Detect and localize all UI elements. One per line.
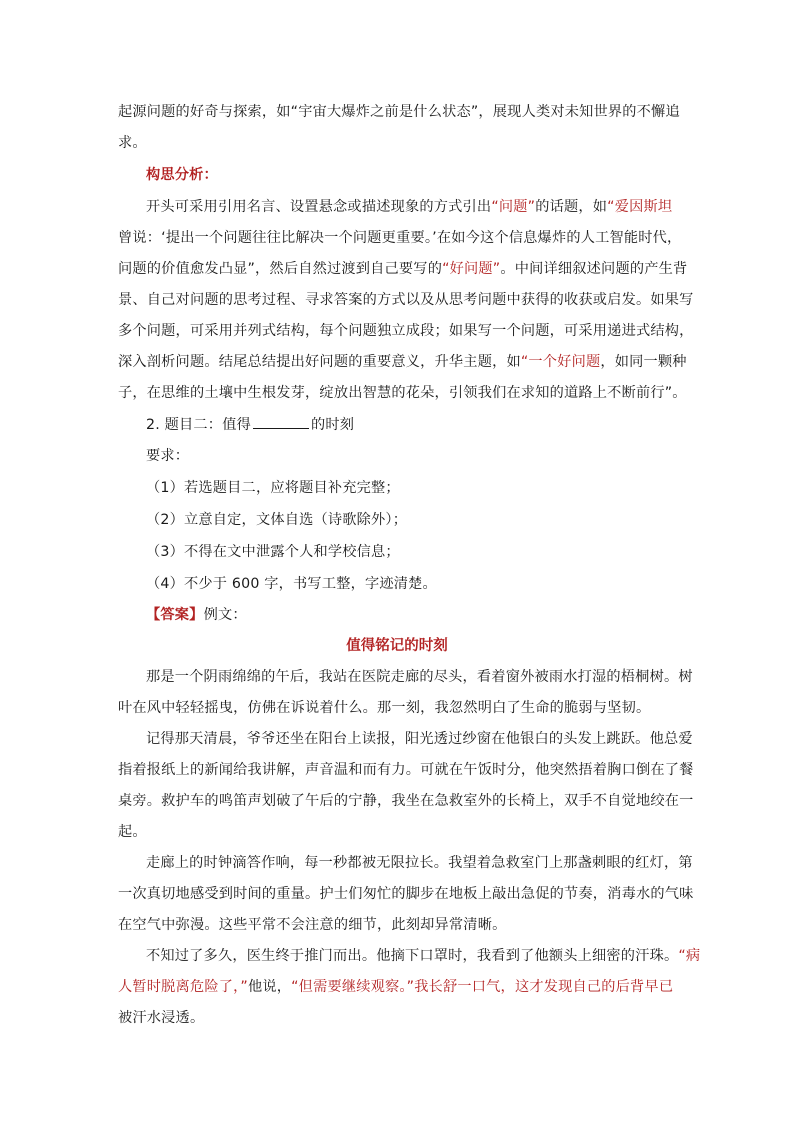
analysis-line-7: 子，在思维的土壤中生根发芽，绽放出智慧的花朵，引领我们在求知的道路上不断前行”。: [118, 385, 687, 401]
intro-line-2: 求。: [118, 135, 147, 151]
highlight-text: 我长舒一口气，这才发现自己的后背早已: [414, 979, 674, 995]
analysis-line-2: 曾说：‘提出一个问题往往比解决一个问题更重要。’在如今这个信息爆炸的人工智能时代，: [118, 230, 682, 246]
topic2-label-suffix: 的时刻: [310, 417, 355, 433]
requirements-heading: 要求：: [146, 448, 190, 464]
essay-p3-line-1: 走廊上的时钟滴答作响，每一秒都被无限拉长。我望着急救室门上那盏刺眼的红灯，第: [146, 855, 693, 871]
analysis-line-6: [118, 352, 687, 372]
requirement-3: （3）不得在文中泄露个人和学校信息；: [146, 544, 400, 560]
essay-p2-line-2: 指着报纸上的新闻给我讲解，声音温和而有力。可就在午饭时分，他突然捂着胸口倒在了餐: [118, 762, 694, 778]
highlight-text: “问题”: [491, 199, 536, 215]
essay-p4-line-3: 被汗水浸透。: [118, 1010, 205, 1026]
analysis-text: 开头可采用引用名言、设置悬念或描述现象的方式引出: [146, 199, 492, 215]
fill-in-blank: [253, 414, 309, 429]
topic2-label: [146, 414, 678, 435]
topic2-label-prefix: 2. 题目二：值得: [146, 417, 251, 433]
highlight-text: “爱因斯坦: [607, 199, 673, 215]
essay-text: 他说，: [247, 979, 292, 995]
highlight-text: “但需要继续观察。”: [291, 979, 415, 995]
highlight-text: 人暂时脱离危险了，”: [118, 979, 248, 995]
analysis-line-5: 多个问题，可采用并列式结构，每个问题独立成段；如果写一个问题，可采用递进式结构，: [118, 323, 694, 339]
essay-p2-line-3: 桌旁。救护车的鸣笛声划破了午后的宁静，我坐在急救室外的长椅上，双手不自觉地绞在一: [118, 793, 694, 809]
essay-p3-line-3: 在空气中弥漫。这些平常不会注意的细节，此刻却异常清晰。: [118, 917, 507, 933]
analysis-text: 的话题，如: [535, 199, 608, 215]
analysis-text: 。中间详细叙述问题的产生背: [500, 261, 688, 277]
essay-p1-line-2: 叶在风中轻轻摇曳，仿佛在诉说着什么。那一刻，我忽然明白了生命的脆弱与坚韧。: [118, 700, 651, 716]
intro-line-1: 起源问题的好奇与探索，如“宇宙大爆炸之前是什么状态”，展现人类对未知世界的不懈追: [118, 104, 680, 120]
highlight-text: “好问题”: [442, 261, 501, 277]
analysis-line-3: [118, 259, 688, 279]
requirement-4: （4）不少于 600 字，书写工整，字迹清楚。: [146, 576, 437, 592]
answer-label: [146, 605, 678, 625]
analysis-heading: 构思分析：: [146, 167, 218, 183]
essay-title: 值得铭记的时刻: [346, 638, 448, 654]
essay-p1-line-1: 那是一个阴雨绵绵的午后，我站在医院走廊的尽头，看着窗外被雨水打湿的梧桐树。树: [146, 669, 693, 685]
essay-p4-line-1: [146, 946, 701, 966]
requirement-1: （1）若选题目二，应将题目补充完整；: [146, 480, 400, 496]
analysis-text: 深入剖析问题。结尾总结提出好问题的重要意义，升华主题，如: [118, 354, 521, 370]
requirement-2: （2）立意自定，文体自选（诗歌除外）；: [146, 512, 408, 528]
analysis-line-4: 景、自己对问题的思考过程、寻求答案的方式以及从思考问题中获得的收获或启发。如果写: [118, 292, 694, 308]
answer-tag: 【答案】: [146, 607, 204, 623]
answer-example-label: 例文：: [203, 607, 247, 623]
essay-p3-line-2: 一次真切地感受到时间的重量。护士们匆忙的脚步在地板上敲出急促的节奏，消毒水的气味: [118, 886, 694, 902]
analysis-text: ，如同一颗种: [600, 354, 687, 370]
essay-p2-line-4: 起。: [118, 824, 147, 840]
essay-p4-line-2: [118, 977, 678, 997]
essay-p2-line-1: 记得那天清晨，爷爷还坐在阳台上读报，阳光透过纱窗在他银白的头发上跳跃。他总爱: [146, 731, 693, 747]
highlight-text: “病: [678, 948, 701, 964]
analysis-line-1: [146, 197, 678, 217]
essay-text: 不知过了多久，医生终于推门而出。他摘下口罩时，我看到了他额头上细密的汗珠。: [146, 948, 679, 964]
analysis-text: 问题的价值愈发凸显”，然后自然过渡到自己要写的: [118, 261, 443, 277]
highlight-text: “一个好问题: [520, 354, 601, 370]
